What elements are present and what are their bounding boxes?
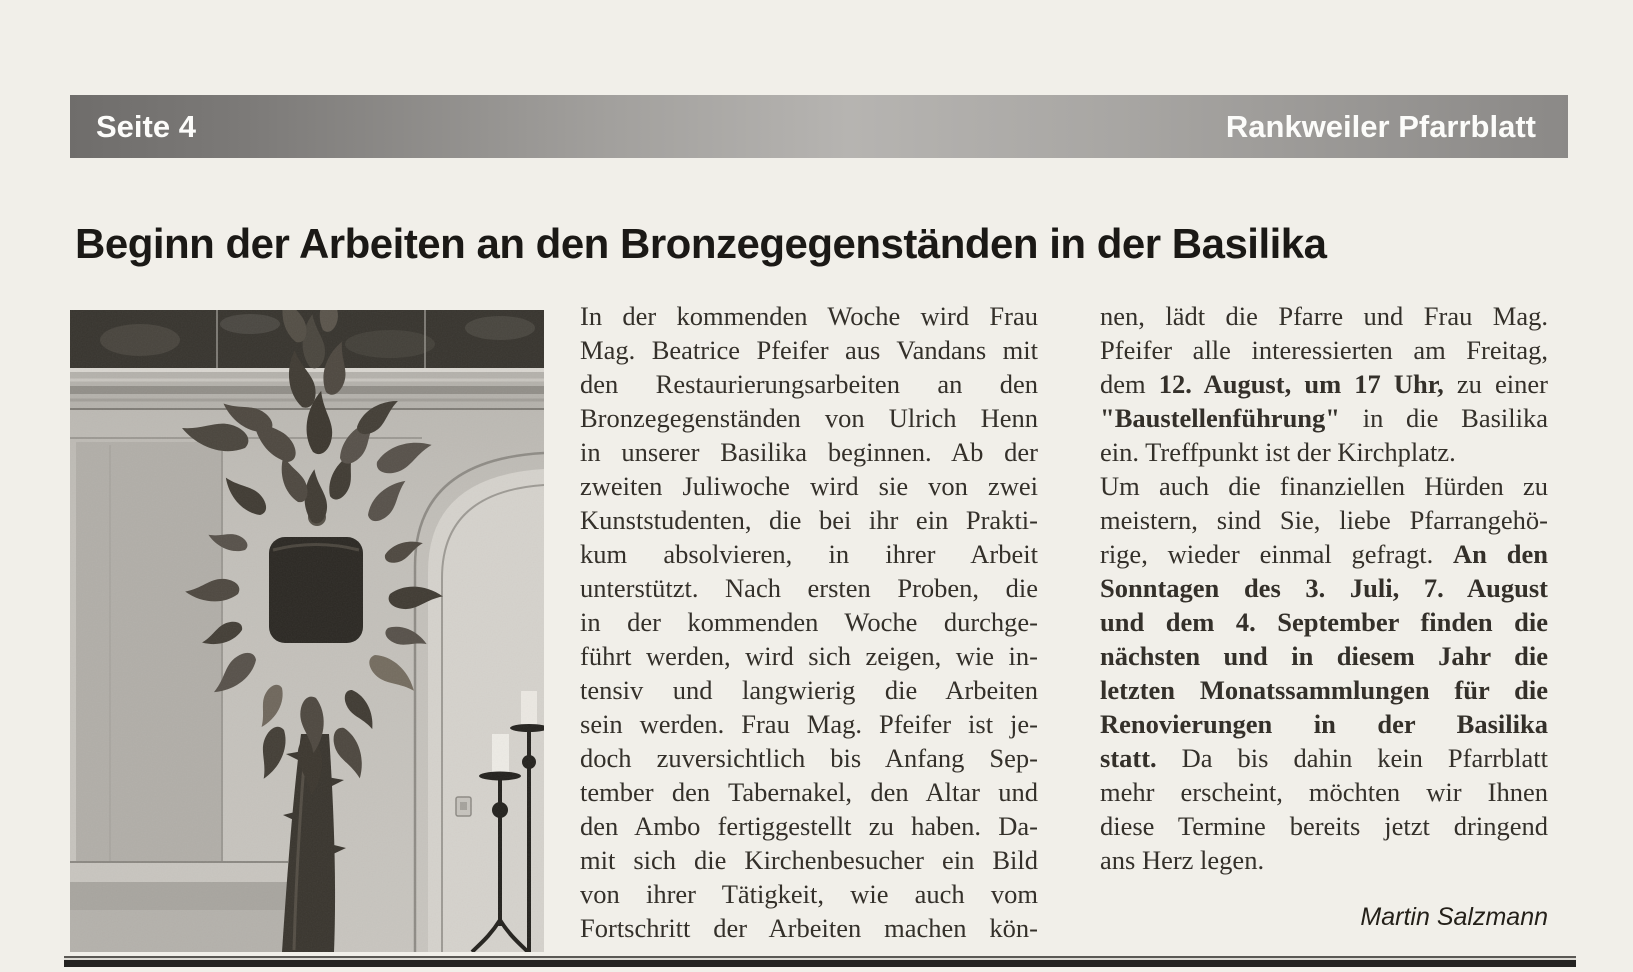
text-line: und dem 4. September finden die [1100,607,1548,637]
text-line: Kunststudenten, die bei ihr ein Prakti- [580,505,1038,535]
text-line: Renovierungen in der Basilika [1100,709,1548,739]
text-line: in der kommenden Woche durchge- [580,607,1038,637]
text-line: "Baustellenführung" in die Basilika [1100,403,1548,433]
text-line: Pfeifer alle interessierten am Freitag, [1100,335,1548,365]
text-line: von ihrer Tätigkeit, wie auch vom [580,879,1038,909]
text-line: sein werden. Frau Mag. Pfeifer ist je- [580,709,1038,739]
text-line: kum absolvieren, in ihrer Arbeit [580,539,1038,569]
body-column-left [580,299,1038,945]
text-line: unterstützt. Nach ersten Proben, die [580,573,1038,603]
text-line: diese Termine bereits jetzt dringend [1100,811,1548,841]
text-line: Mag. Beatrice Pfeifer aus Vandans mit [580,335,1038,365]
bronze-tabernacle-photo-illustration [70,310,544,952]
article-byline: Martin Salzmann [1360,903,1548,931]
body-column-right [1100,299,1548,877]
text-line: zweiten Juliwoche wird sie von zwei [580,471,1038,501]
bottom-rule-divider [64,956,1576,967]
text-line: letzten Monatssammlungen für die [1100,675,1548,705]
text-line: in unserer Basilika beginnen. Ab der [580,437,1038,467]
text-line: doch zuversichtlich bis Anfang Sep- [580,743,1038,773]
text-line: rige, wieder einmal gefragt. An den [1100,539,1548,569]
text-line: den Ambo fertiggestellt zu haben. Da- [580,811,1038,841]
text-line: tensiv und langwierig die Arbeiten [580,675,1038,705]
text-line: meistern, sind Sie, liebe Pfarrangehö- [1100,505,1548,535]
text-line: ans Herz legen. [1100,845,1265,875]
text-line: Um auch die finanziellen Hürden zu [1100,471,1548,501]
text-line: statt. Da bis dahin kein Pfarrblatt [1100,743,1548,773]
text-line: Sonntagen des 3. Juli, 7. August [1100,573,1548,603]
text-line: Bronzegegenständen von Ulrich Henn [580,403,1038,433]
text-line: nächsten und in diesem Jahr die [1100,641,1548,671]
text-line: den Restaurierungsarbeiten an den [580,369,1038,399]
masthead-label: Rankweiler Pfarrblatt [1225,108,1536,144]
page-number-label: Seite 4 [96,108,196,144]
text-line: Fortschritt der Arbeiten machen kön- [580,913,1038,943]
text-line: mit sich die Kirchenbesucher ein Bild [580,845,1038,875]
text-line: nen, lädt die Pfarre und Frau Mag. [1100,301,1548,331]
text-line: ein. Treffpunkt ist der Kirchplatz. [1100,437,1456,467]
article-photo [70,310,544,952]
text-line: dem 12. August, um 17 Uhr, zu einer [1100,369,1548,399]
page-header-bar [70,95,1568,158]
text-line: tember den Tabernakel, den Altar und [580,777,1038,807]
text-line: führt werden, wird sich zeigen, wie in- [580,641,1038,671]
text-line: In der kommenden Woche wird Frau [580,301,1038,331]
text-line: mehr erscheint, möchten wir Ihnen [1100,777,1548,807]
article-headline: Beginn der Arbeiten an den Bronzegegenständen in der Basilika [75,220,1327,267]
